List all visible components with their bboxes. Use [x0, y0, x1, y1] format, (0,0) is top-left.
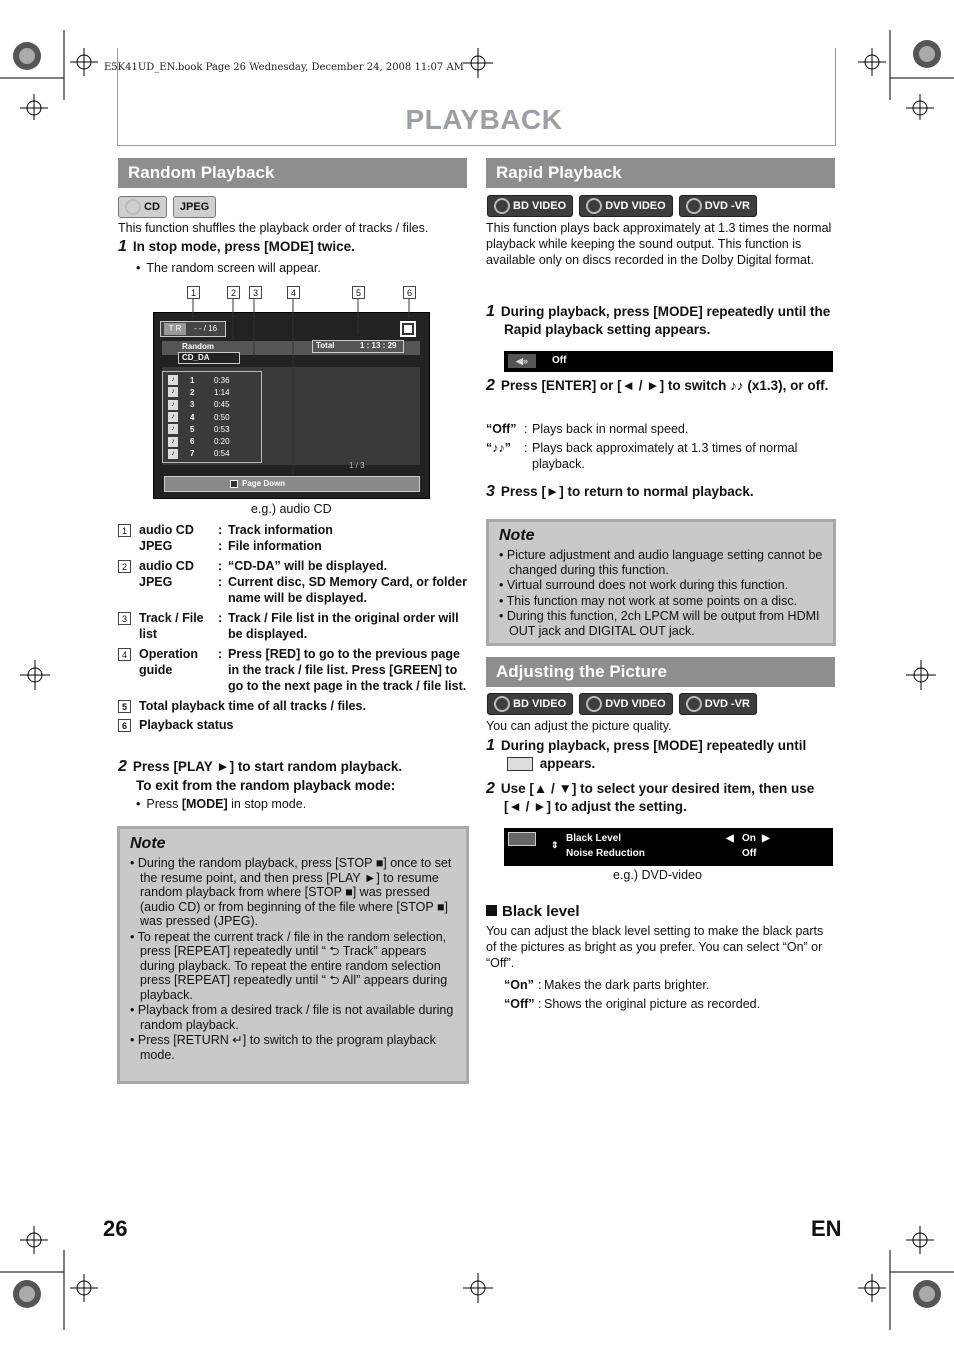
music-note-icon: ♪ [168, 387, 178, 397]
rapid-def-list [486, 421, 834, 472]
adjust-menu [504, 828, 833, 866]
note-item: • To repeat the current track / file in the random selection, press [REPEAT] repeatedly until “ ⮌ Track” appears during playback. To repeat the entire random selection press [REPEAT] repeatedly until “ ⮌ All” appears during playback. [130, 930, 456, 1003]
menu-item-black-level: Black Level [566, 833, 622, 844]
track-time: 0:36 [214, 375, 230, 385]
legend-item-1: 1 audio CD : Track information JPEG : File information [118, 522, 468, 554]
jpeg-disc-icon: JPEG [173, 196, 216, 218]
callout-5: 5 [352, 286, 365, 299]
screen-page: 1 / 3 [349, 461, 365, 470]
menu-value-noise-reduction: Off [742, 848, 757, 859]
legend-colon: : [218, 647, 223, 661]
black-def-list [504, 977, 834, 1012]
registration-mark-mid-bottom [463, 1273, 493, 1303]
adjust-intro: You can adjust the picture quality. [486, 719, 672, 733]
screen-total-label: Total [316, 341, 335, 350]
picture-menu-icon [508, 832, 536, 846]
up-down-icon: ⇕ [551, 840, 559, 850]
adjust-step-1: 1 During playback, press [MODE] repeatedly until appears. [486, 737, 807, 771]
guide-text: Page Down [242, 479, 286, 488]
dvd-vr-icon: DVD -VR [679, 693, 757, 715]
music-note-icon: ♪ [168, 412, 178, 422]
black-level-heading: Black level [486, 903, 580, 920]
random-legend [118, 522, 468, 733]
page-number: 26 [103, 1216, 128, 1241]
callout-1: 1 [187, 286, 200, 299]
dvd-vr-icon: DVD -VR [679, 195, 757, 217]
rapid-step-3: 3 Press [►] to return to normal playback. [486, 483, 754, 500]
adjust-heading: Adjusting the Picture [486, 657, 835, 687]
track-time: 0:45 [214, 400, 230, 410]
legend-item-2: 2 audio CD : “CD-DA” will be displayed. JPEG : Current disc, SD Memory Card, or folder name will be displayed. [118, 558, 468, 606]
rapid-note [486, 519, 836, 646]
random-caption: e.g.) audio CD [251, 502, 332, 516]
track-no: 1 [190, 375, 195, 385]
callout-3: 3 [249, 286, 262, 299]
track-no: 4 [190, 412, 195, 422]
registration-mark-tr [834, 0, 954, 120]
tr-label: T R [164, 323, 186, 335]
callout-6: 6 [403, 286, 416, 299]
track-time: 0:53 [214, 424, 230, 434]
legend-colon: : [218, 575, 223, 589]
screen-disc-type: CD_DA [178, 352, 240, 364]
bd-video-icon: BD VIDEO [487, 195, 573, 217]
legend-colon: : [218, 523, 223, 537]
legend-item-3: 3 Track / File list : Track / File list in the original order will be displayed. [118, 610, 468, 642]
random-exit-bullet: • Press [MODE] in stop mode. [136, 797, 466, 812]
track-no: 2 [190, 387, 195, 397]
note-item: • This function may not work at some points on a disc. [499, 594, 823, 609]
rapid-step-1: 1 During playback, press [MODE] repeatedly until the Rapid playback setting appears. [486, 303, 831, 337]
registration-mark-bl [0, 1210, 120, 1351]
disc-icon [494, 198, 510, 214]
random-step-1-bullet: • The random screen will appear. [136, 261, 466, 276]
screen-mode: Random [182, 342, 214, 351]
track-no: 5 [190, 424, 195, 434]
music-note-icon: ♪ [168, 449, 178, 459]
note-item: • Playback from a desired track / file is not available during random playback. [130, 1003, 456, 1032]
adjust-step-2: 2 Use [▲ / ▼] to select your desired item, then use [◄ / ►] to adjust the setting. [486, 780, 815, 814]
random-note [117, 826, 469, 1084]
rapid-heading: Rapid Playback [486, 158, 835, 188]
rapid-def-row: “♪♪” : Plays back approximately at 1.3 times of normal playback. [486, 441, 798, 471]
left-arrow-icon: ◀ [726, 833, 734, 844]
legend-item-6: 6 Playback status [118, 717, 468, 733]
tr-value: - - / 16 [194, 324, 218, 333]
rapid-def-row: “Off” : Plays back in normal speed. [486, 422, 689, 436]
music-note-icon: ♪ [168, 424, 178, 434]
legend-colon: : [218, 539, 223, 553]
note-title: Note [130, 835, 166, 852]
legend-colon: : [218, 611, 223, 625]
legend-list [118, 522, 468, 694]
speaker-icon: ◀» [508, 354, 536, 368]
page-title: PLAYBACK [405, 104, 563, 135]
picture-icon [507, 757, 533, 771]
random-step-1: 1 In stop mode, press [MODE] twice. [118, 238, 355, 255]
legend-colon: : [218, 559, 223, 573]
screen-total-time: 1 : 13 : 29 [360, 341, 397, 350]
adjust-disc-icons [487, 693, 757, 715]
random-intro: This function shuffles the playback order of tracks / files. [118, 221, 429, 235]
callout-4: 4 [287, 286, 300, 299]
page-language: EN [811, 1216, 842, 1241]
random-disc-icons [118, 196, 216, 218]
track-time: 0:50 [214, 412, 230, 422]
black-level-defs [504, 977, 834, 1015]
rapid-defs [486, 421, 834, 475]
music-note-icon: ♪ [168, 375, 178, 385]
registration-mark-tl [0, 0, 120, 120]
registration-mark-mid-left [20, 660, 50, 690]
note-item: • Picture adjustment and audio language setting cannot be changed during this function. [499, 548, 823, 577]
note-title: Note [499, 527, 535, 544]
legend-line: audio CD : “CD-DA” will be displayed. [139, 559, 388, 573]
track-time: 1:14 [214, 387, 230, 397]
dvd-video-icon: DVD VIDEO [579, 693, 673, 715]
track-no: 6 [190, 437, 195, 447]
random-heading: Random Playback [118, 158, 467, 188]
disc-icon [586, 198, 602, 214]
dvd-video-icon: DVD VIDEO [579, 195, 673, 217]
disc-icon [494, 696, 510, 712]
right-arrow-icon: ▶ [762, 833, 770, 844]
black-def-row: “On” : Makes the dark parts brighter. [504, 978, 710, 992]
rapid-step-2: 2 Press [ENTER] or [◄ / ►] to switch ♪♪ (x1.3), or off. [486, 377, 829, 394]
track-time: 0:54 [214, 449, 230, 459]
bd-video-icon: BD VIDEO [487, 693, 573, 715]
music-note-icon: ♪ [168, 437, 178, 447]
random-step-2: 2 Press [PLAY ►] to start random playback. [118, 758, 403, 775]
book-header: E5K41UD_EN.book Page 26 Wednesday, December 24, 2008 11:07 AM [104, 62, 464, 73]
menu-value-black-level: On [742, 833, 756, 844]
rapid-bar-value: Off [552, 355, 567, 366]
track-no: 7 [190, 449, 195, 459]
callout-2: 2 [227, 286, 240, 299]
legend-line: Operation guide : Press [RED] to go to the previous page in the track / file list. Press [GREEN] to go to the next page in the track / file list. [139, 647, 467, 693]
square-bullet-icon [486, 905, 497, 916]
note-item: • Press [RETURN ↵] to switch to the program playback mode. [130, 1033, 456, 1062]
cd-disc-icon: CD [118, 196, 167, 218]
rapid-intro: This function plays back approximately at 1.3 times the normal playback while keeping the sound output. This function is available only on discs recorded in the Dolby Digital format. [486, 221, 832, 267]
guide-key-icon [230, 480, 238, 488]
legend-item-5: 5 Total playback time of all tracks / files. [118, 698, 468, 714]
disc-icon [125, 199, 141, 215]
rapid-bar [504, 351, 833, 372]
disc-icon [586, 696, 602, 712]
adjust-caption: e.g.) DVD-video [613, 868, 702, 882]
legend-line: audio CD : Track information [139, 523, 333, 537]
guide-bar [164, 476, 420, 492]
legend-line: Track / File list : Track / File list in the original order will be displayed. [139, 611, 459, 641]
legend-line: JPEG : Current disc, SD Memory Card, or folder name will be displayed. [139, 575, 467, 605]
black-level-text: You can adjust the black level setting to make the black parts of the pictures as bright as you prefer. You can select “On” or “Off”. [486, 924, 824, 970]
music-note-icon: ♪ [168, 400, 178, 410]
note-item: • During the random playback, press [STOP ■] once to set the resume point, and then press [PLAY ►] to resume random playback from where [STOP ■] was pressed (audio CD) or from beginning of the file where [STOP ■] was pressed (JPEG). [130, 856, 456, 929]
random-exit-title: To exit from the random playback mode: [136, 778, 396, 793]
note-item: • Virtual surround does not work during this function. [499, 578, 823, 593]
disc-icon [686, 696, 702, 712]
registration-mark-mid-right [906, 660, 936, 690]
callout-lines [150, 298, 430, 478]
legend-item-4: 4 Operation guide : Press [RED] to go to the previous page in the track / file list. Press [GREEN] to go to the next page in the track / file list. [118, 646, 468, 694]
black-def-row: “Off” : Shows the original picture as recorded. [504, 997, 761, 1011]
track-no: 3 [190, 400, 195, 410]
legend-line: JPEG : File information [139, 539, 322, 553]
menu-item-noise-reduction: Noise Reduction [566, 848, 645, 859]
track-time: 0:20 [214, 437, 230, 447]
registration-mark-br [834, 1210, 954, 1351]
disc-icon [686, 198, 702, 214]
rapid-disc-icons [487, 195, 757, 217]
note-item: • During this function, 2ch LPCM will be output from HDMI OUT jack and DIGITAL OUT jack. [499, 609, 823, 638]
